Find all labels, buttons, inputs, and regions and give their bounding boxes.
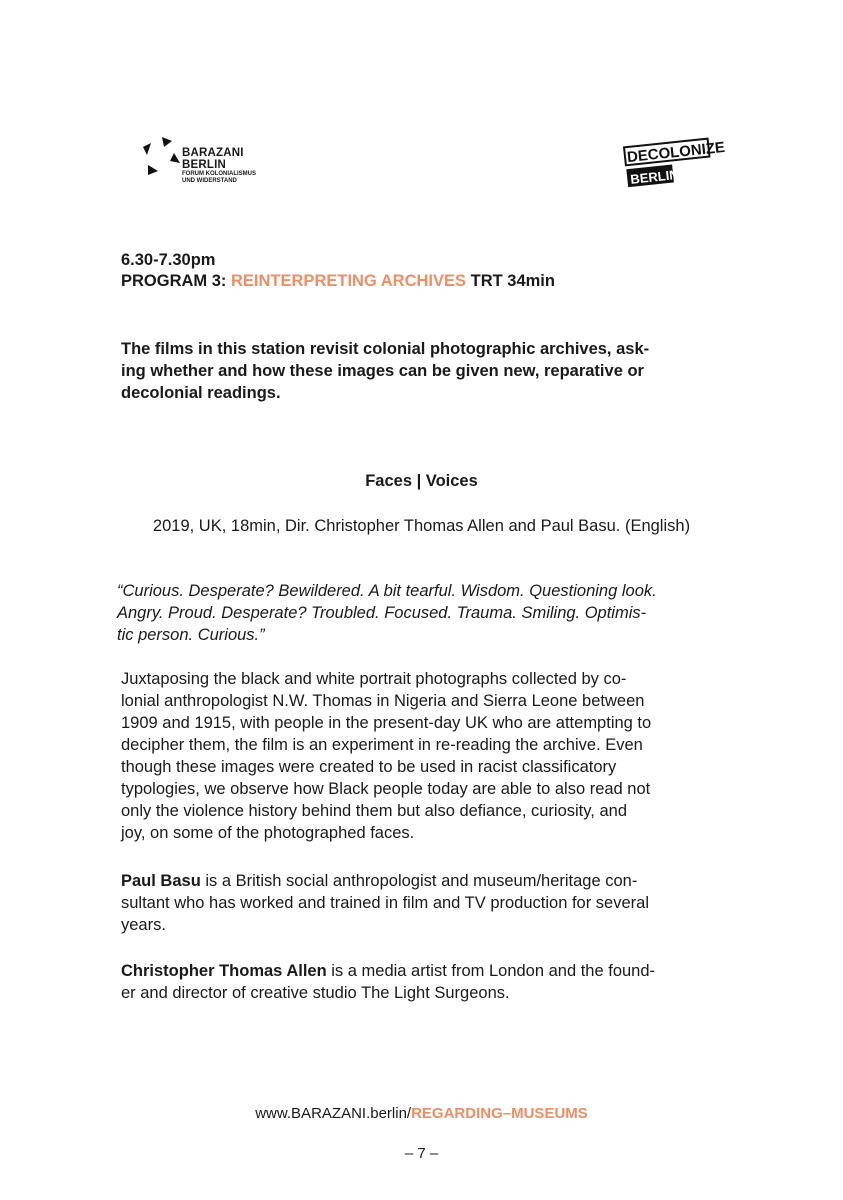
quote-line: tic person. Curious.” [117, 626, 265, 644]
bio-line: sultant who has worked and trained in film and TV production for several [121, 894, 649, 912]
bio-line: years. [121, 916, 166, 934]
description-line: lonial anthropologist N.W. Thomas in Nigeria and Sierra Leone between [121, 692, 645, 710]
film-quote [117, 580, 737, 646]
bio-text: is a media artist from London and the found- [326, 962, 656, 980]
description-line: 1909 and 1915, with people in the present-day UK who are attempting to [121, 714, 652, 732]
film-meta: 2019, UK, 18min, Dir. Christopher Thomas Allen and Paul Basu. (English) [152, 517, 691, 535]
intro-paragraph [121, 338, 721, 404]
description-line: though these images were created to be used in racist classificatory [121, 758, 617, 776]
barazani-berlin-logo [140, 135, 280, 195]
film-title: Faces | Voices [365, 472, 478, 490]
quote-line: “Curious. Desperate? Bewildered. A bit tearful. Wisdom. Questioning look. [117, 582, 657, 600]
logo-right-line2: BERLIN [629, 166, 680, 187]
bio-name: Paul Basu [121, 872, 201, 890]
bio-christopher-thomas-allen [121, 960, 741, 1004]
intro-line: The films in this station revisit colonial photographic archives, ask- [121, 340, 650, 358]
description-line: decipher them, the film is an experiment in re-reading the archive. Even [121, 736, 643, 754]
logo-left-line4: UND WIDERSTAND [182, 178, 237, 184]
intro-line: decolonial readings. [121, 384, 281, 402]
film-description [121, 668, 741, 844]
program-heading [121, 271, 555, 292]
program-time: 6.30-7.30pm [121, 251, 216, 269]
description-line: typologies, we observe how Black people today are able to also read not [121, 780, 651, 798]
barazani-arrows-icon [140, 135, 180, 185]
page-number: – 7 – [404, 1145, 439, 1162]
description-line: Juxtaposing the black and white portrait photographs collected by co- [121, 670, 627, 688]
quote-line: Angry. Proud. Desperate? Troubled. Focused. Trauma. Smiling. Optimis- [117, 604, 647, 622]
logo-left-line2: BERLIN [182, 159, 227, 171]
intro-line: ing whether and how these images can be given new, reparative or [121, 362, 644, 380]
description-line: joy, on some of the photographed faces. [121, 824, 415, 842]
decolonize-berlin-logo [620, 135, 726, 193]
logo-left-line1: BARAZANI [182, 147, 244, 159]
logo-right-line1: DECOLONIZE [626, 138, 726, 167]
program-runtime: TRT 34min [470, 272, 555, 290]
bio-text: is a British social anthropologist and museum/heritage con- [200, 872, 638, 890]
bio-line: er and director of creative studio The Light Surgeons. [121, 984, 510, 1002]
program-label: PROGRAM 3: [121, 272, 227, 290]
footer-url[interactable] [0, 1105, 843, 1123]
bio-name: Christopher Thomas Allen [121, 962, 327, 980]
footer-url-prefix[interactable]: www.BARAZANI.berlin/ [255, 1105, 412, 1122]
description-line: only the violence history behind them but also defiance, curiosity, and [121, 802, 627, 820]
footer-url-section[interactable]: REGARDING–MUSEUMS [411, 1105, 588, 1122]
logo-left-line3: FORUM KOLONIALISMUS [182, 171, 256, 177]
program-title: REINTERPRETING ARCHIVES [231, 272, 467, 290]
bio-paul-basu [121, 870, 741, 936]
